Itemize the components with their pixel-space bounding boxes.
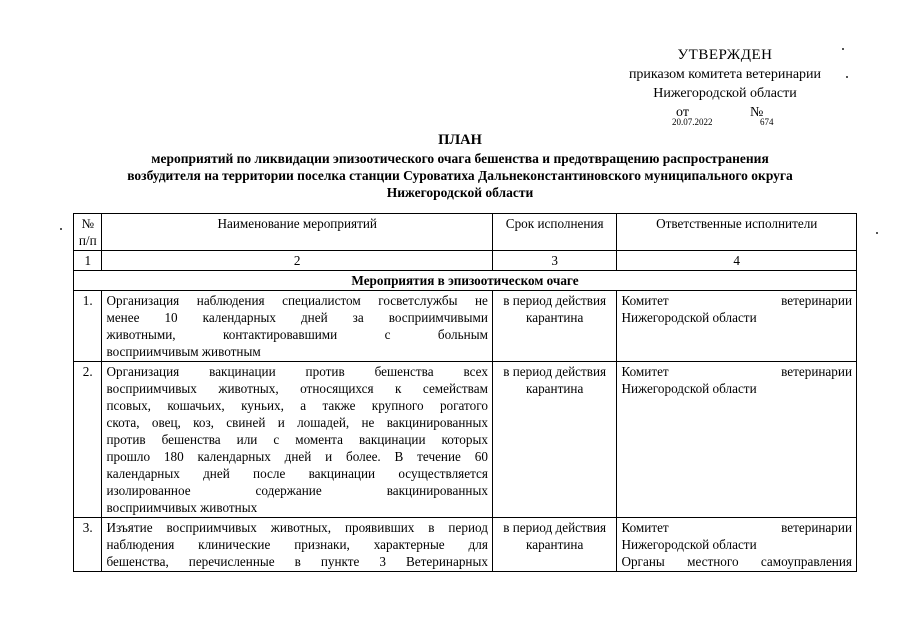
name-line: псовых, кошачьих, куньих, а также крупного рогатого (106, 398, 488, 413)
section-row (74, 271, 857, 291)
number-label: № (750, 105, 764, 120)
name-line: Организация вакцинации против бешенства всех (106, 364, 488, 379)
col-number: 4 (617, 251, 857, 271)
table-row (74, 291, 857, 362)
scan-speck (842, 48, 844, 50)
header-num: № п/п (74, 214, 102, 251)
title-line3: Нижегородской области (386, 185, 534, 200)
row-number: 2. (74, 362, 102, 518)
row-resp (617, 518, 857, 572)
resp-line: Органы местного самоуправления (621, 554, 852, 569)
name-line: менее 10 календарных дней за восприимчивыми (106, 310, 488, 325)
row-resp (617, 291, 857, 362)
ot-label: от (676, 105, 689, 120)
name-line: скота, овец, коз, свиней и лошадей, не вакцинированных (106, 415, 488, 430)
name-line: календарных дней после вакцинации осуществляется (106, 466, 488, 481)
row-number: 3. (74, 518, 102, 572)
name-line: Организация наблюдения специалистом госветслужбы не (106, 293, 488, 308)
table-row (74, 518, 857, 572)
row-term: в период действия карантина (492, 518, 617, 572)
title-line2: возбудителя на территории поселка станции Суроватиха Дальнеконстантиновского муниципального округа (127, 168, 793, 183)
resp-line: Комитет ветеринарии (621, 364, 852, 379)
section-title: Мероприятия в эпизоотическом очаге (74, 271, 857, 291)
resp-line: Нижегородской области (621, 381, 757, 396)
table-row (74, 362, 857, 518)
approval-date: 20.07.2022 (672, 117, 713, 127)
name-line: прошло 180 календарных дней и более. В течение 60 (106, 449, 488, 464)
resp-line: Комитет ветеринарии (621, 293, 852, 308)
plan-table (73, 213, 857, 572)
column-number-row (74, 251, 857, 271)
name-line: изолированное содержание вакцинированных (106, 483, 488, 498)
row-resp (617, 362, 857, 518)
row-name (102, 362, 492, 518)
row-term: в период действия карантина (492, 362, 617, 518)
row-name (102, 291, 492, 362)
scan-speck (60, 228, 62, 230)
title-plan: ПЛАН (438, 132, 482, 148)
row-name (102, 518, 492, 572)
title-line1: мероприятий по ликвидации эпизоотического очага бешенства и предотвращению распространения (151, 151, 769, 166)
col-number: 2 (102, 251, 492, 271)
header-resp: Ответственные исполнители (617, 214, 857, 251)
row-number: 1. (74, 291, 102, 362)
header-name: Наименование мероприятий (102, 214, 492, 251)
name-line: наблюдения клинические признаки, характерные для (106, 537, 488, 552)
resp-line: Нижегородской области (621, 537, 757, 552)
name-line: против бешенства или с момента вакцинации которых (106, 432, 488, 447)
approval-stamp (600, 46, 850, 125)
document-title (60, 132, 860, 201)
name-line: восприимчивым животным (106, 344, 261, 359)
approval-line1: приказом комитета ветеринарии (628, 67, 822, 82)
name-line: бешенства, перечисленные в пункте 3 Ветеринарных (106, 554, 488, 569)
name-line: восприимчивых животных (106, 500, 258, 515)
name-line: восприимчивых животных, относящихся к семействам (106, 381, 488, 396)
col-number: 3 (492, 251, 617, 271)
header-term: Срок исполнения (492, 214, 617, 251)
resp-line: Комитет ветеринарии (621, 520, 852, 535)
table-header-row (74, 214, 857, 251)
approval-line2: Нижегородской области (653, 86, 797, 101)
name-line: Изъятие восприимчивых животных, проявивших в период (106, 520, 488, 535)
resp-line: Нижегородской области (621, 310, 757, 325)
approval-number: 674 (760, 117, 774, 127)
approval-date-row (600, 103, 850, 125)
approval-heading: УТВЕРЖДЕН (677, 47, 773, 63)
row-term: в период действия карантина (492, 291, 617, 362)
name-line: животными, контактировавшими с больным (106, 327, 488, 342)
col-number: 1 (74, 251, 102, 271)
scan-speck (846, 76, 848, 78)
scan-speck (876, 232, 878, 234)
